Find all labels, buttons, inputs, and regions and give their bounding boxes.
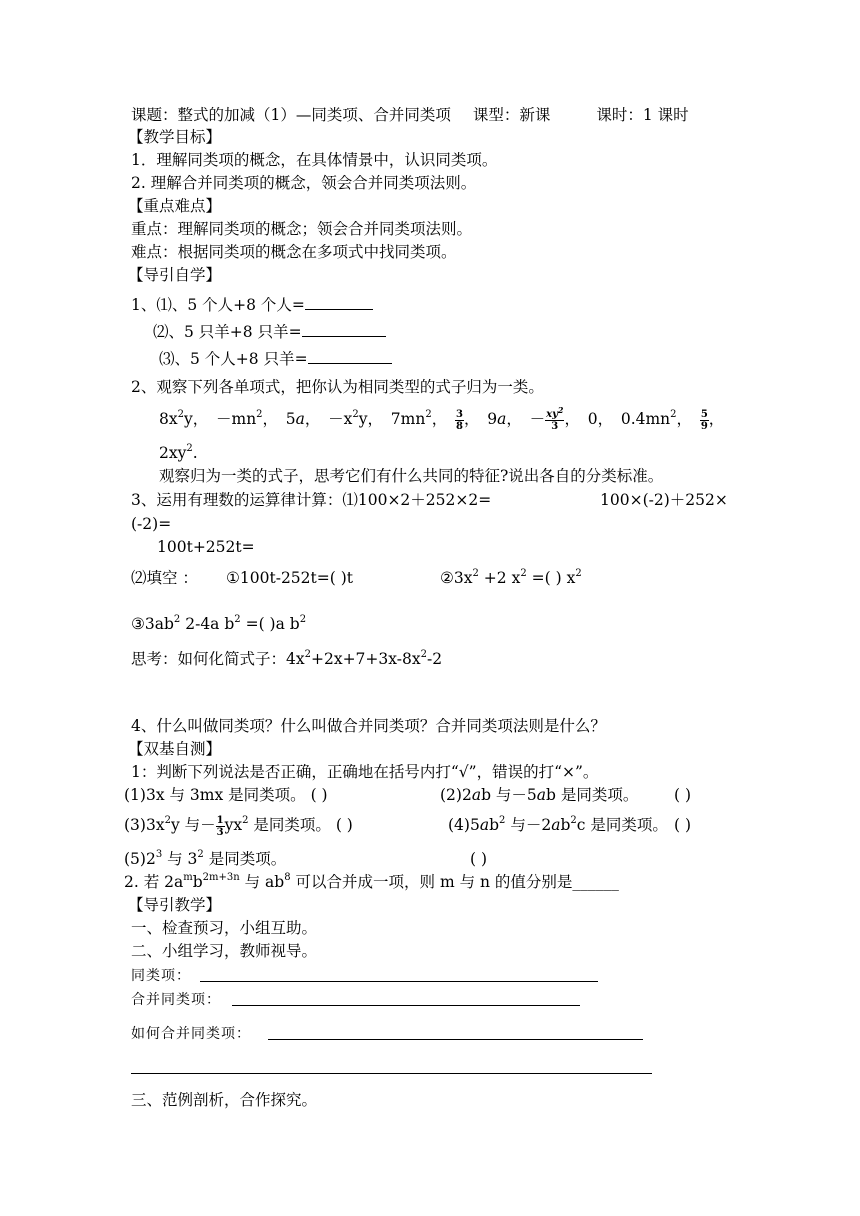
how-combine-blank[interactable] [268,1039,643,1040]
q4: 4、什么叫做同类项？什么叫做合并同类项？合并同类项法则是什么？ [131,717,606,735]
judge-3: $(3)3x^2y$ 与－ $\frac{1}{3}$ $yx^2$ 是同类项。 ( ) [124,814,353,838]
section-basic-test: 【双基自测】 [128,740,222,758]
paren-5: ( ) [470,850,488,868]
q1-b: ⑵、5 只羊+8 只羊= [153,321,386,343]
extra-blank[interactable] [131,1073,652,1074]
judge-1: (1)3x 与 3mx 是同类项。 ( ) [124,786,328,804]
fill-1: ①100t-252t=( )t [226,569,353,587]
difficult-point: 难点：根据同类项的概念在多项式中找同类项。 [131,243,457,261]
answer-blank[interactable] [305,294,373,310]
section-teaching: 【导引教学】 [128,896,222,914]
section-goals: 【教学目标】 [128,128,222,146]
like-terms-blank[interactable] [200,981,598,982]
q2-stem: 2、观察下列各单项式，把你认为相同类型的式子归为一类。 [131,378,544,396]
step-2: 二、小组学习，教师视导。 [131,942,318,960]
fill-2: $②3x^2 +2$ $x^2$ =( ) $x^2$ [440,568,582,587]
step-3: 三、范例剖析，合作探究。 [131,1091,318,1109]
goal-1: 1．理解同类项的概念，在具体情景中，认识同类项。 [131,151,498,169]
test-2: 2. 若 $2a^mb^{2m+3n}$ 与 $ab^8$ 可以合并成一项，则 m 与 n 的值分别是______ [124,872,619,891]
combine-blank[interactable] [232,1005,580,1006]
like-terms-label: 同类项： [131,968,191,984]
q3-right: 100×(-2)＋252× [600,491,728,509]
fill-3: $③3ab^2$ 2-4a $b^2$ =( )a $b^2$ [131,614,307,633]
q3-line3: 100t+252t= [157,538,255,556]
combine-label: 合并同类项： [131,992,221,1008]
lesson-header [131,104,689,126]
fill-label: ⑵填空 ： [131,569,198,587]
step-1: 一、检查预习，小组互助。 [131,919,318,937]
answer-blank[interactable] [308,348,392,364]
judge-4: $(4)5ab^2$ 与$-2ab^2c$ 是同类项。 [448,815,668,834]
how-combine-label: 如何合并同类项： [131,1026,251,1042]
think: 思考：如何化简式子：$4x^2+2x+7+3x-8x^2-2$ [131,649,443,668]
goal-2: 2. 理解合并同类项的概念，领会合并同类项法则。 [131,174,477,192]
monomial-last: $2xy^2$. [159,443,198,462]
q1-c: ⑶、5 个人+8 只羊= [159,348,392,370]
course-title: 课题：整式的加减（1）—同类项、合并同类项 [131,106,451,124]
lesson-type: 课型：新课 [472,106,551,124]
answer-blank[interactable] [302,321,386,337]
q3-cont: (-2)= [131,515,172,533]
test-1-stem: 1：判断下列说法是否正确，正确地在括号内打“√”，错误的打“×”。 [131,763,599,781]
q2-note: 观察归为一类的式子，思考它们有什么共同的特征?说出各自的分类标准。 [159,467,664,485]
monomial-list: $8x^2y$， $-mn^2$， 5a， $-x^2y$， $7mn^2$， $\frac{3}{8}$ ， 9a， － $\frac{xy^2}{3}$ ， 0， $0.4mn^2$， $\frac{5}{9}$ ， [159,404,725,432]
judge-2: (2)2ab 与－5ab 是同类项。 [440,786,639,804]
q3-stem: 3、运用有理数的运算律计算：⑴100×2＋252×2= [131,491,492,509]
paren-4: ( ) [674,816,692,834]
section-difficulties: 【重点难点】 [128,197,222,215]
judge-5: $(5)2^3$ 与 $3^2$ 是同类项。 [124,849,287,868]
key-point: 重点：理解同类项的概念；领会合并同类项法则。 [131,220,473,238]
lesson-hours: 课时：1 课时 [596,106,689,124]
section-self-study: 【导引自学】 [128,266,222,284]
q1-a: 1、⑴、5 个人+8 个人= [131,294,373,316]
paren-2: ( ) [674,786,692,804]
